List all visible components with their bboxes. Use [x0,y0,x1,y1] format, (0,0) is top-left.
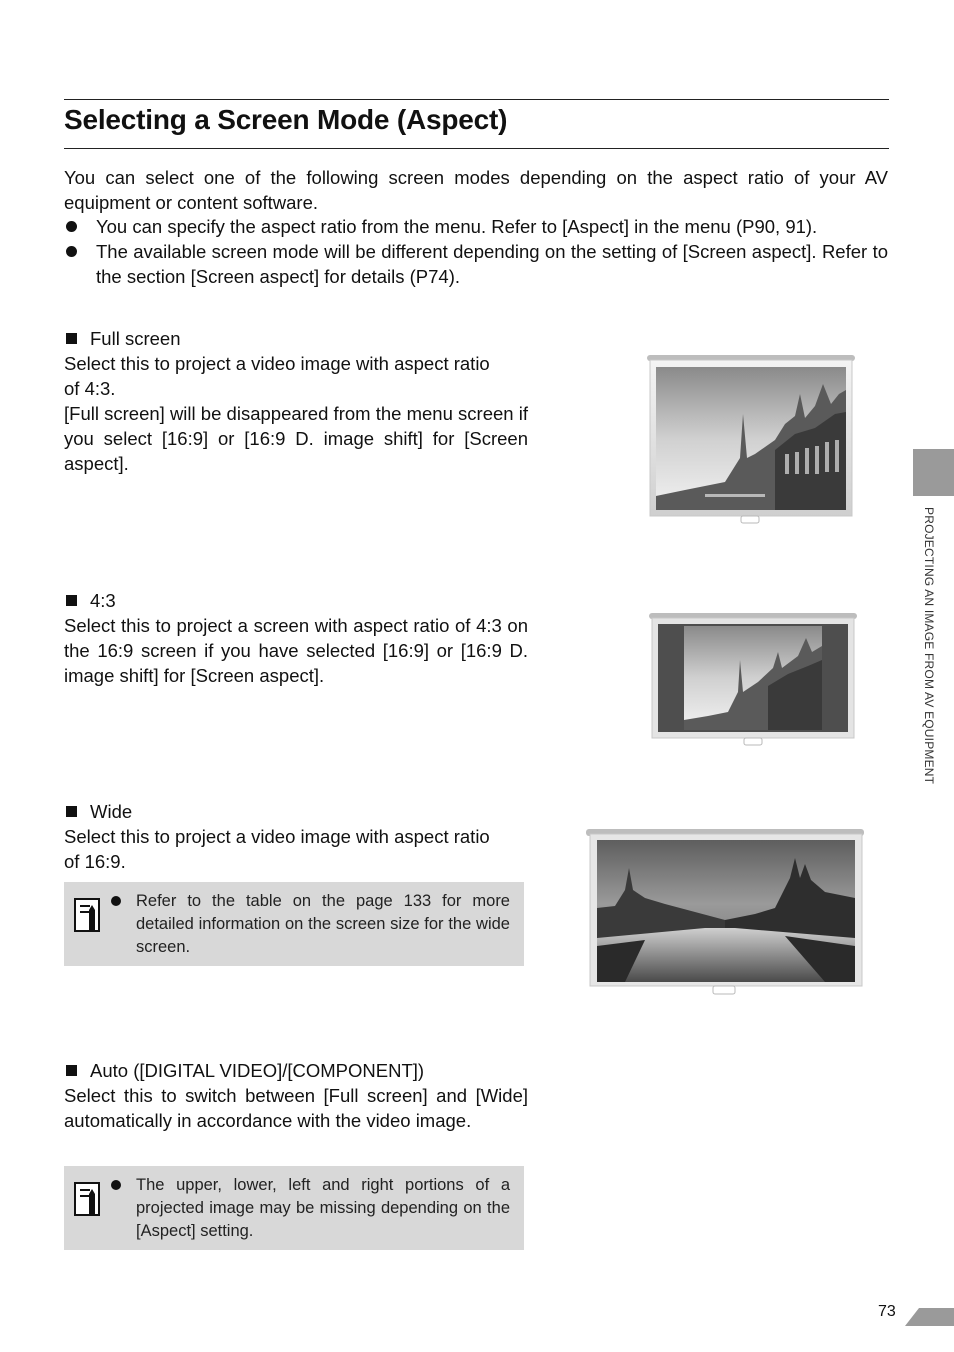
memo-note-icon [74,1182,100,1216]
page-title: Selecting a Screen Mode (Aspect) [64,104,508,135]
intro-bullets [64,214,888,289]
section-heading: Full screen [64,326,528,351]
bullet-dot-icon [111,896,121,906]
section-heading: 4:3 [64,588,528,613]
page-corner-mark [905,1308,954,1326]
bullet-dot-icon [66,221,77,232]
chapter-label: PROJECTING AN IMAGE FROM AV EQUIPMENT [922,507,936,785]
square-bullet-icon [66,1065,77,1076]
section-auto [64,1058,528,1133]
note-box-auto [64,1166,524,1250]
full-screen-image [645,354,860,526]
section-4-3 [64,588,528,688]
title-underline [64,148,889,149]
intro-paragraph: You can select one of the following screen modes depending on the aspect ratio of your AV equipment or content software. [64,167,888,213]
bullet-item: You can specify the aspect ratio from the menu. Refer to [Aspect] in the menu (P90, 91). [64,214,888,239]
section-body: Select this to project a screen with aspect ratio of 4:3 on the 16:9 screen if you have selected [16:9] or [16:9 D. image shift] for [Screen aspect]. [64,615,528,686]
bullet-dot-icon [111,1180,121,1190]
section-body: [Full screen] will be disappeared from the menu screen if you select [16:9] or [16:9 D. image shift] for [Screen aspect]. [64,403,528,474]
section-heading: Auto ([DIGITAL VIDEO]/[COMPONENT]) [64,1058,528,1083]
square-bullet-icon [66,333,77,344]
bullet-item: The available screen mode will be different depending on the setting of [Screen aspect]. Refer to the section [Screen aspect] for details (P74). [64,239,888,289]
top-rule [64,99,889,100]
section-wide [64,799,528,874]
section-body: Select this to project a video image with aspect ratio of 4:3. [64,353,490,399]
note-text: The upper, lower, left and right portions of a projected image may be missing depending on the [Aspect] setting. [136,1176,510,1240]
section-body: Select this to switch between [Full screen] and [Wide] automatically in accordance with the video image. [64,1085,528,1131]
page-number: 73 [878,1303,896,1320]
four-three-screen-image [648,612,860,748]
square-bullet-icon [66,806,77,817]
section-full-screen [64,326,528,476]
memo-note-icon [74,898,100,932]
chapter-tab [913,449,954,496]
square-bullet-icon [66,595,77,606]
note-box-wide [64,882,524,966]
note-text: Refer to the table on the page 133 for more detailed information on the screen size for the wide screen. [136,892,510,956]
bullet-dot-icon [66,246,77,257]
section-heading: Wide [64,799,528,824]
wide-screen-image [585,828,867,1000]
section-body: Select this to project a video image with aspect ratio of 16:9. [64,826,490,872]
